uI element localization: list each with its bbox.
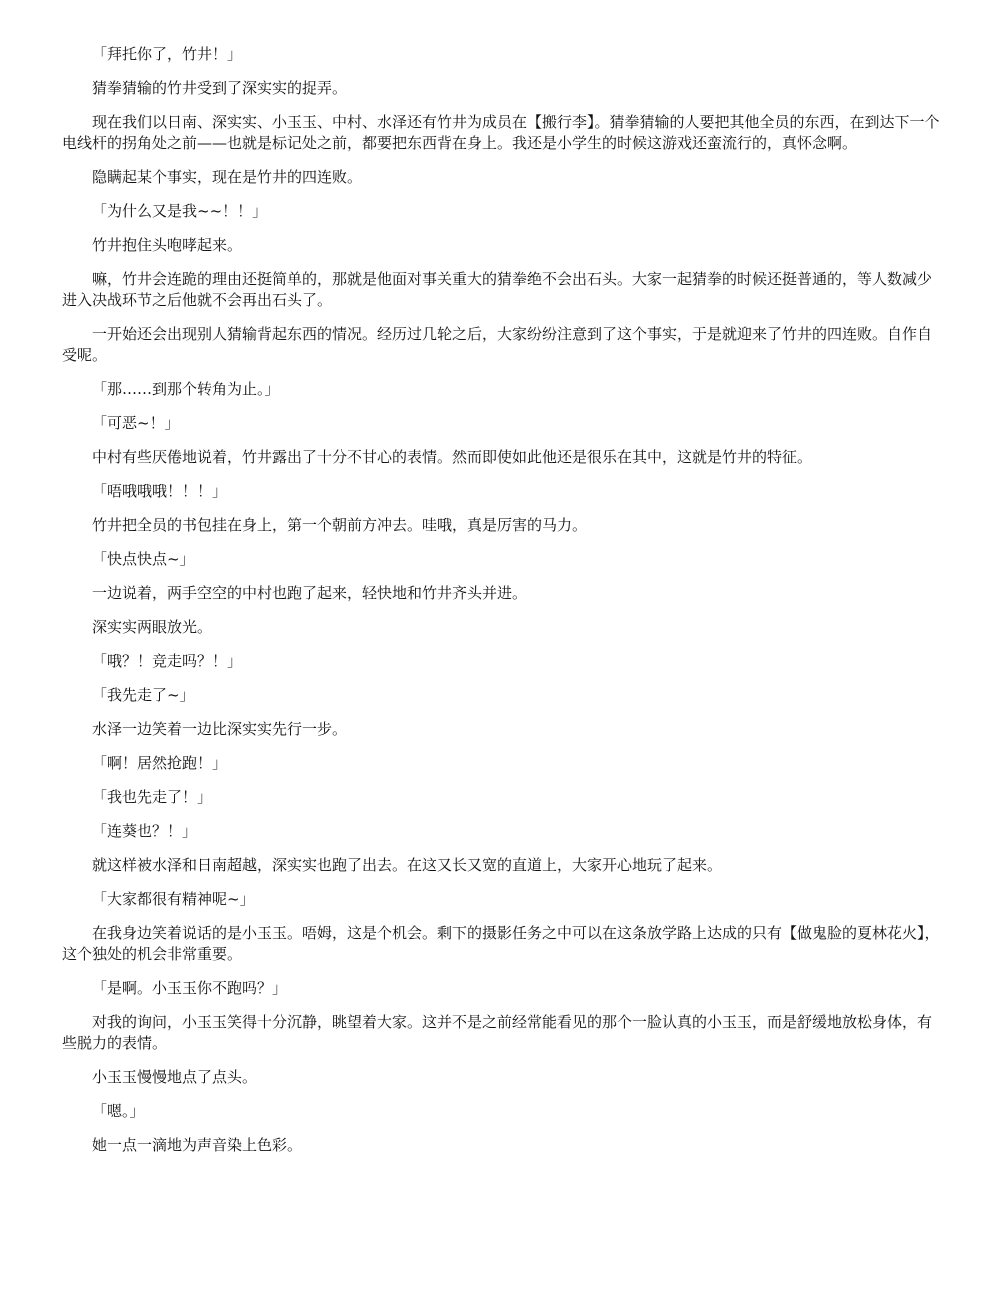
- paragraph: 对我的询问，小玉玉笑得十分沉静，眺望着大家。这并不是之前经常能看见的那个一脸认真的小玉玉，而是舒缓地放松身体，有些脱力的表情。: [62, 1013, 933, 1052]
- paragraph: 一开始还会出现别人猜输背起东西的情况。经历过几轮之后，大家纷纷注意到了这个事实，于是就迎来了竹井的四连败。自作自受呢。: [62, 325, 933, 364]
- paragraph: 小玉玉慢慢地点了点头。: [92, 1068, 258, 1086]
- paragraph: 中村有些厌倦地说着，竹井露出了十分不甘心的表情。然而即使如此他还是很乐在其中，这就是竹井的特征。: [92, 448, 813, 466]
- paragraph: 「那……到那个转角为止。」: [92, 380, 280, 398]
- paragraph: 「是啊。小玉玉你不跑吗？」: [92, 979, 288, 997]
- paragraph: 深实实两眼放光。: [92, 618, 213, 636]
- paragraph: 嘛，竹井会连跪的理由还挺简单的，那就是他面对事关重大的猜拳绝不会出石头。大家一起猜拳的时候还挺普通的，等人数减少进入决战环节之后他就不会再出石头了。: [62, 270, 933, 309]
- paragraph: 竹井抱住头咆哮起来。: [92, 236, 243, 254]
- paragraph: 「啊！居然抢跑！」: [92, 754, 228, 772]
- paragraph: 「我先走了~」: [92, 686, 195, 704]
- paragraph: 现在我们以日南、深实实、小玉玉、中村、水泽还有竹井为成员在【搬行李】。猜拳猜输的人要把其他全员的东西，在到达下一个电线杆的拐角处之前——也就是标记处之前，都要把东西背在身上。我还是小学生的时候这游戏还蛮流行的，真怀念啊。: [62, 113, 940, 152]
- paragraph: 「唔哦哦哦！！！」: [92, 482, 228, 500]
- document-page: [62, 44, 942, 1169]
- paragraph: 「大家都很有精神呢~」: [92, 890, 255, 908]
- paragraph: 竹井把全员的书包挂在身上，第一个朝前方冲去。哇哦，真是厉害的马力。: [92, 516, 588, 534]
- paragraph: 隐瞒起某个事实，现在是竹井的四连败。: [92, 168, 363, 186]
- paragraph: 「嗯。」: [92, 1102, 145, 1120]
- paragraph: 一边说着，两手空空的中村也跑了起来，轻快地和竹井齐头并进。: [92, 584, 528, 602]
- paragraph: 水泽一边笑着一边比深实实先行一步。: [92, 720, 348, 738]
- paragraph: 「拜托你了，竹井！」: [92, 45, 243, 63]
- paragraph: 「哦？！竞走吗？！」: [92, 652, 243, 670]
- paragraph: 猜拳猜输的竹井受到了深实实的捉弄。: [92, 79, 348, 97]
- paragraph: 在我身边笑着说话的是小玉玉。唔姆，这是个机会。剩下的摄影任务之中可以在这条放学路上达成的只有【做鬼脸的夏林花火】，这个独处的机会非常重要。: [62, 924, 940, 963]
- paragraph: 她一点一滴地为声音染上色彩。: [92, 1136, 303, 1154]
- paragraph: 「可恶~！」: [92, 414, 180, 432]
- paragraph: 「连葵也？！」: [92, 822, 198, 840]
- paragraph: 「我也先走了！」: [92, 788, 213, 806]
- paragraph: 「为什么又是我~~！！」: [92, 202, 268, 220]
- paragraph: 就这样被水泽和日南超越，深实实也跑了出去。在这又长又宽的直道上，大家开心地玩了起来。: [92, 856, 723, 874]
- paragraph: 「快点快点~」: [92, 550, 195, 568]
